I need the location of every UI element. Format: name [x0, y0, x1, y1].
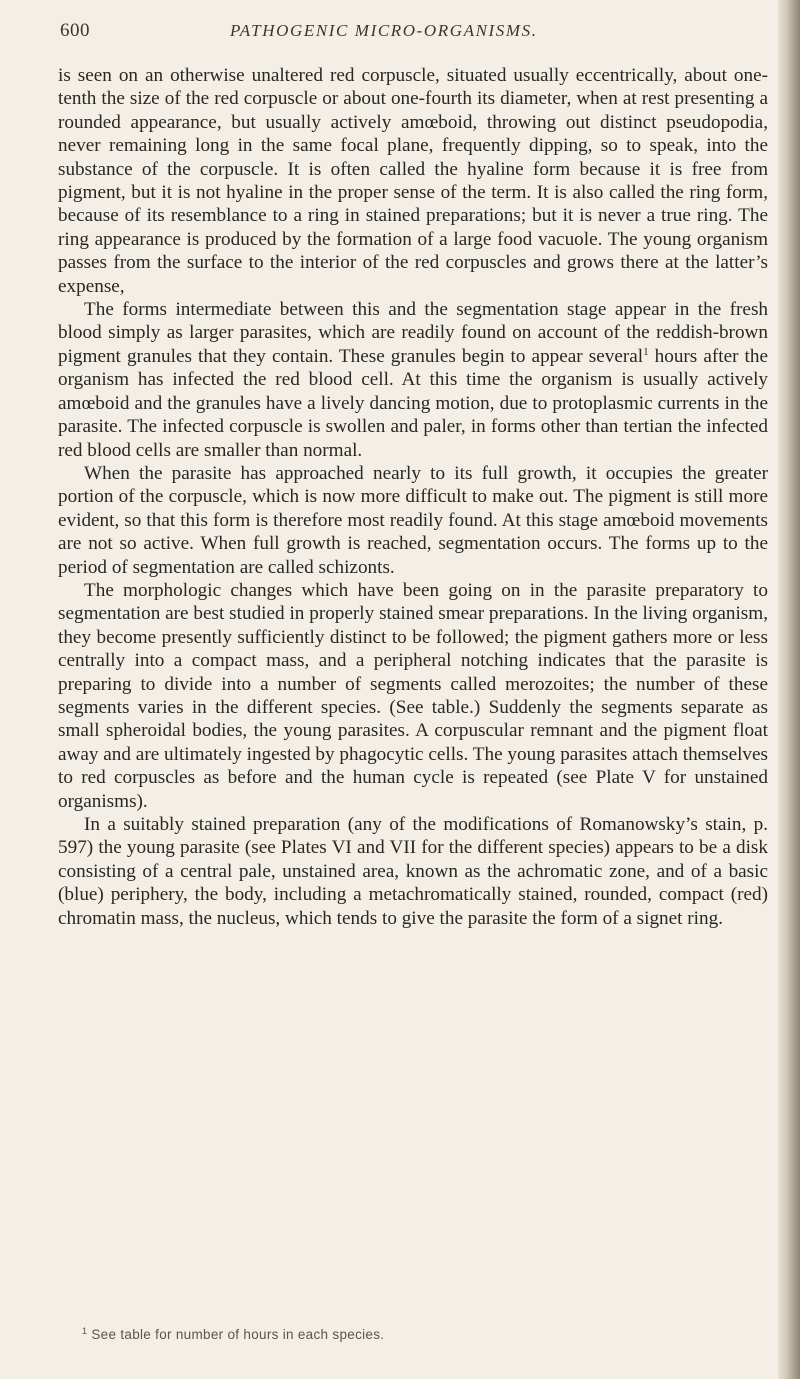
page-header: [60, 20, 760, 54]
paragraph-2: [58, 298, 768, 462]
footnote-text: See table for number of hours in each species.: [87, 1327, 385, 1342]
paragraph-2-text-b: hours after the organism has infected the red blood cell. At this time the organism is usually actively amœboid and the granules have a lively dancing motion, due to protoplasmic currents in the parasite. The infected corpuscle is swollen and paler, in forms other than tertian the infected red blood cells are smaller than normal.: [58, 345, 768, 461]
paragraph-2-text-a: The forms intermediate between this and the segmentation stage appear in the fresh blood simply as larger parasites, which are readily found on account of the reddish-brown pigment granules that they contain. These granules begin to appear several: [58, 299, 768, 367]
page-edge-shadow: [778, 0, 800, 1379]
paragraph-1: is seen on an otherwise unaltered red corpuscle, situated usually eccentrically, about one-tenth the size of the red corpuscle or about one-fourth its diameter, when at rest presenting a rounded appearance, but usually actively amœboid, throwing out distinct pseudopodia, never remaining long in the same focal plane, frequently dipping, so to speak, into the substance of the corpuscle. It is often called the hyaline form because it is free from pigment, but it is not hyaline in the proper sense of the term. It is also called the ring form, because of its resemblance to a ring in stained preparations; but it is never a true ring. The ring appearance is produced by the formation of a large food vacuole. The young organism passes from the surface to the interior of the red corpuscles and grows there at the latter’s expense,: [58, 65, 768, 297]
footnote: [82, 1327, 682, 1342]
body-text: [58, 64, 768, 930]
paragraph-5: In a suitably stained preparation (any of the modifications of Romanowsky’s stain, p. 597) the young parasite (see Plates VI and VII for the different species) appears to be a disk consisting of a central pale, unstained area, known as the achromatic zone, and of a basic (blue) periphery, the body, including a metachromatically stained, rounded, compact (red) chromatin mass, the nucleus, which tends to give the parasite the form of a signet ring.: [58, 814, 768, 929]
running-head: PATHOGENIC MICRO-ORGANISMS.: [230, 21, 538, 40]
footnote-marker: 1: [82, 1326, 88, 1336]
footnote-reference[interactable]: 1: [643, 345, 649, 358]
paragraph-3: When the parasite has approached nearly to its full growth, it occupies the greater portion of the corpuscle, which is now more difficult to make out. The pigment is still more evident, so that this form is therefore most readily found. At this stage amœboid movements are not so active. When full growth is reached, segmentation occurs. The forms up to the period of segmentation are called schizonts.: [58, 462, 768, 578]
page-number: 600: [60, 20, 90, 41]
paragraph-4: The morphologic changes which have been going on in the parasite preparatory to segmentation are best studied in properly stained smear preparations. In the living organism, they become presently sufficiently distinct to be followed; the pigment gathers more or less centrally into a compact mass, and a peripheral notching indicates that the parasite is preparing to divide into a number of segments called merozoites; the number of these segments varies in the different species. (See table.) Suddenly the segments separate as small spheroidal bodies, the young parasites. A corpuscular remnant and the pigment float away and are ultimately ingested by phagocytic cells. The young parasites attach themselves to red corpuscles as before and the human cycle is repeated (see Plate V for unstained organisms).: [58, 579, 768, 812]
